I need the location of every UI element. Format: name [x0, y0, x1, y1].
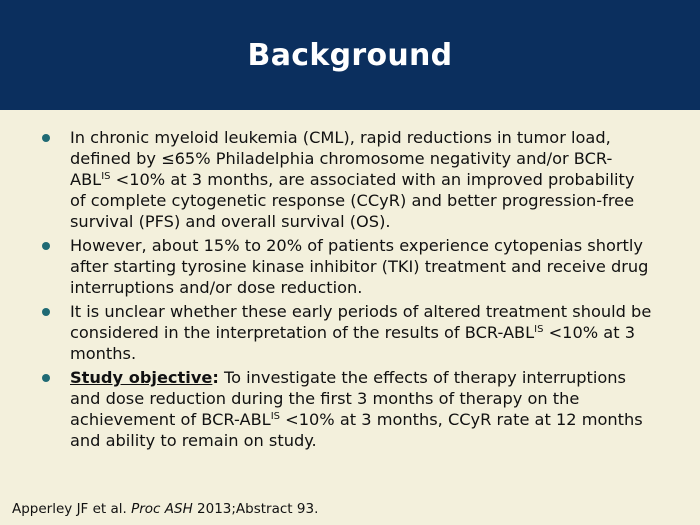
citation-authors: Apperley JF et al.	[12, 501, 132, 517]
superscript: IS	[270, 411, 280, 422]
bullet-text: In chronic myeloid leukemia (CML), rapid reductions in tumor load, defined by ≤65% Philadelphia chromosome negativity and/or BCR-ABL	[70, 128, 613, 189]
citation-journal: Proc ASH	[131, 501, 193, 517]
bullet-item	[42, 301, 652, 364]
bullet-dot-icon	[42, 242, 50, 250]
superscript: IS	[101, 171, 111, 182]
citation-details: 2013;Abstract 93.	[192, 501, 319, 517]
bullet-list	[42, 127, 652, 454]
study-objective-label: Study objective	[70, 368, 213, 387]
citation	[12, 501, 318, 517]
bullet-item	[42, 367, 652, 451]
bullet-item	[42, 127, 652, 232]
bullet-item	[42, 235, 652, 298]
bullet-dot-icon	[42, 374, 50, 382]
title-banner	[0, 0, 700, 110]
bullet-text: However, about 15% to 20% of patients experience cytopenias shortly after starting tyrosine kinase inhibitor (TKI) treatment and receive drug interruptions and/or dose reduction.	[70, 236, 649, 297]
bullet-text: <10% at 3 months.	[70, 323, 636, 363]
bullet-text: <10% at 3 months, are associated with an improved probability of complete cytogenetic response (CCyR) and better progression-free survival (PFS) and overall survival (OS).	[70, 170, 635, 231]
bullet-dot-icon	[42, 134, 50, 142]
bullet-text: It is unclear whether these early periods of altered treatment should be considered in the interpretation of the results of BCR-ABL	[70, 302, 652, 342]
bullet-dot-icon	[42, 308, 50, 316]
slide-title: Background	[247, 37, 453, 73]
superscript: IS	[534, 324, 544, 335]
bullet-text: <10% at 3 months, CCyR rate at 12 months and ability to remain on study.	[70, 410, 643, 450]
bullet-text: To investigate the effects of therapy interruptions and dose reduction during the first 3 months of therapy on the achievement of BCR-ABL	[70, 368, 626, 429]
label-colon: :	[212, 368, 219, 387]
